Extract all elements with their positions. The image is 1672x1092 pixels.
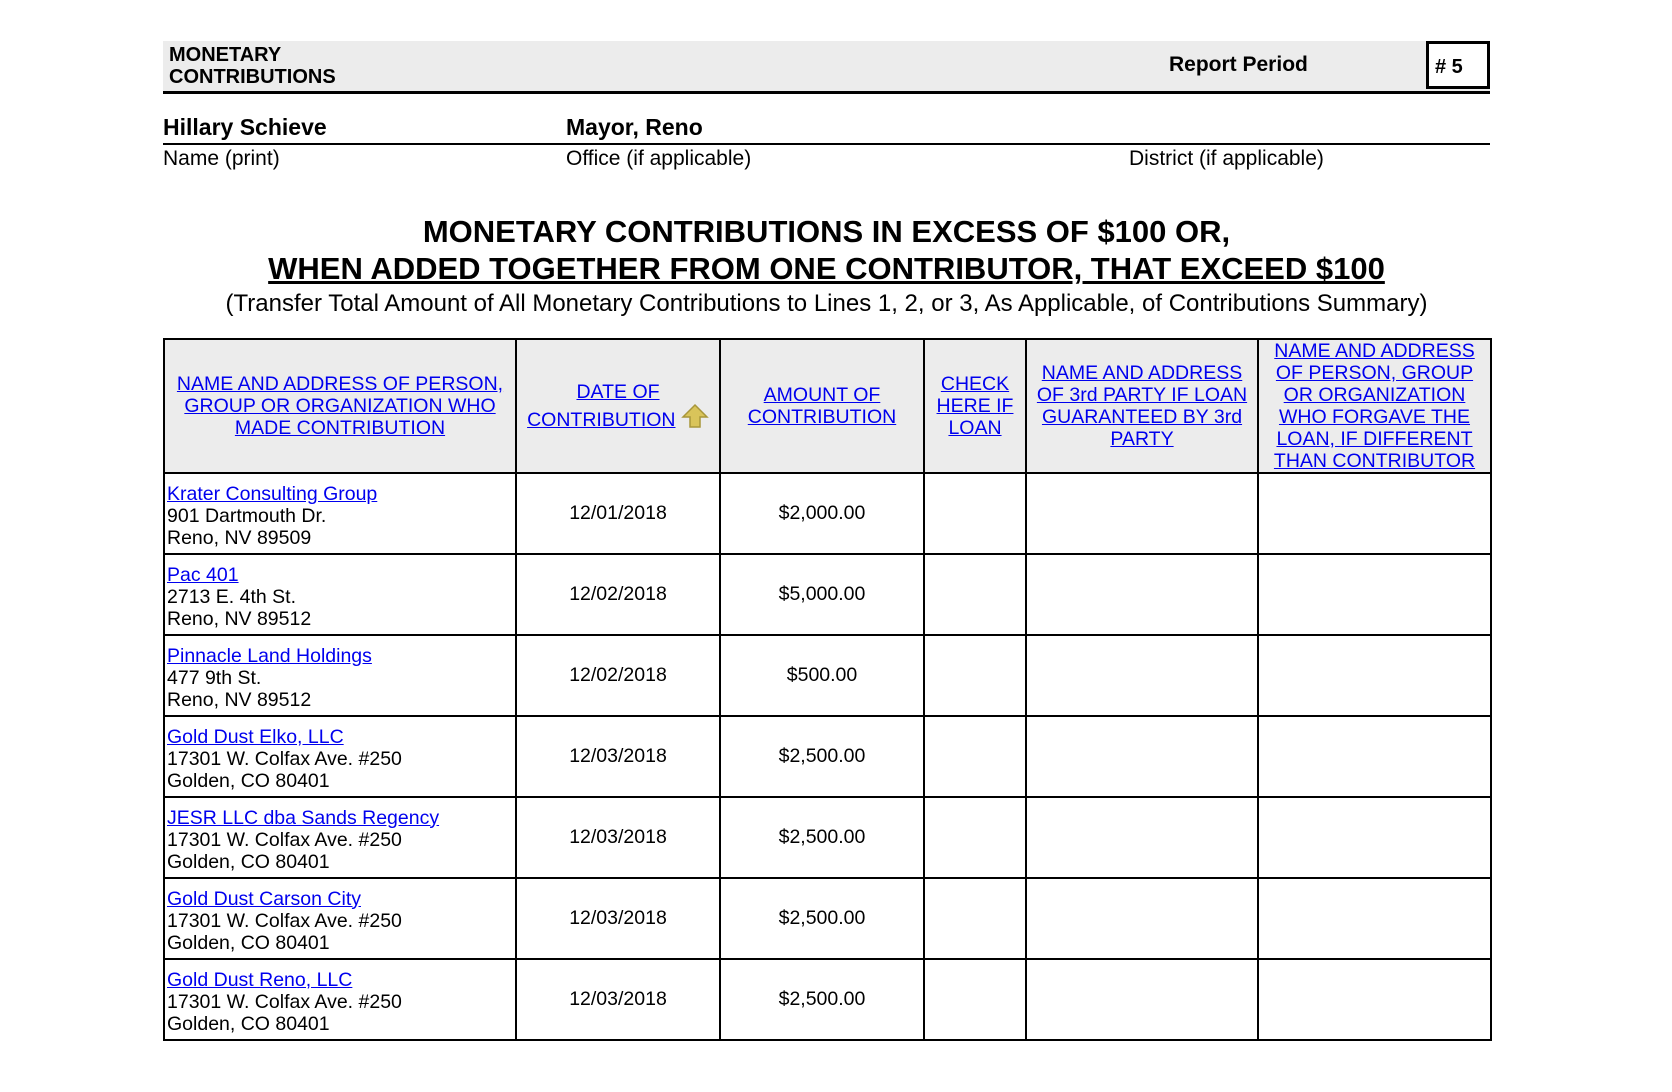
- section-heading: [163, 213, 1490, 321]
- guarantor-cell: [1026, 878, 1258, 959]
- report-header: [163, 41, 1490, 94]
- contributor-address-line2: Golden, CO 80401: [167, 850, 330, 873]
- forgiver-cell: [1258, 635, 1491, 716]
- report-title: [169, 44, 336, 88]
- contributor-cell: [164, 635, 516, 716]
- table-row: [164, 716, 1491, 797]
- column-header-guarantor: [1026, 339, 1258, 473]
- contributor-address-line1: 477 9th St.: [167, 666, 262, 689]
- contributor-cell: [164, 878, 516, 959]
- table-row: [164, 635, 1491, 716]
- table-row: [164, 797, 1491, 878]
- contributor-address-line1: 17301 W. Colfax Ave. #250: [167, 909, 402, 932]
- contribution-date: 12/02/2018: [516, 635, 720, 716]
- contributor-name-link[interactable]: JESR LLC dba Sands Regency: [167, 806, 440, 829]
- contribution-date: 12/02/2018: [516, 554, 720, 635]
- contributor-name-link[interactable]: Pac 401: [167, 563, 239, 586]
- guarantor-cell: [1026, 797, 1258, 878]
- contribution-amount: $2,500.00: [720, 797, 924, 878]
- sort-by-contributor-link[interactable]: NAME AND ADDRESS OF PERSON, GROUP OR ORGANIZATION WHO MADE CONTRIBUTION: [176, 373, 504, 439]
- contributor-address-line2: Reno, NV 89512: [167, 607, 312, 630]
- loan-check-cell: [924, 797, 1026, 878]
- contributor-address-line2: Golden, CO 80401: [167, 769, 330, 792]
- loan-check-cell: [924, 959, 1026, 1040]
- contributor-address-line2: Golden, CO 80401: [167, 1012, 330, 1035]
- column-header-contributor: [164, 339, 516, 473]
- column-header-loan: [924, 339, 1026, 473]
- contributor-address-line1: 17301 W. Colfax Ave. #250: [167, 747, 402, 770]
- contributor-address-line1: 17301 W. Colfax Ave. #250: [167, 828, 402, 851]
- contributor-cell: [164, 959, 516, 1040]
- contribution-amount: $2,500.00: [720, 878, 924, 959]
- contributor-name-link[interactable]: Gold Dust Reno, LLC: [167, 968, 353, 991]
- contributor-name-link[interactable]: Gold Dust Elko, LLC: [167, 725, 344, 748]
- forgiver-cell: [1258, 473, 1491, 554]
- contributor-name-link[interactable]: Pinnacle Land Holdings: [167, 644, 372, 667]
- district-label: District (if applicable): [1129, 147, 1324, 170]
- candidate-identity: [163, 114, 1490, 184]
- contribution-amount: $5,000.00: [720, 554, 924, 635]
- sort-by-amount-link[interactable]: AMOUNT OF CONTRIBUTION: [747, 384, 897, 428]
- contributor-cell: [164, 716, 516, 797]
- table-row: [164, 554, 1491, 635]
- report-number-box: # 5: [1426, 41, 1490, 89]
- sort-by-guarantor-link[interactable]: NAME AND ADDRESS OF 3rd PARTY IF LOAN GUARANTEED BY 3rd PARTY: [1036, 362, 1248, 450]
- table-row: [164, 959, 1491, 1040]
- contributor-address-line1: 901 Dartmouth Dr.: [167, 504, 327, 527]
- forgiver-cell: [1258, 959, 1491, 1040]
- contributor-address-line2: Reno, NV 89509: [167, 526, 312, 549]
- report-period-label: Report Period: [1169, 53, 1308, 76]
- guarantor-cell: [1026, 473, 1258, 554]
- column-header-forgiver: [1258, 339, 1491, 473]
- forgiver-cell: [1258, 878, 1491, 959]
- guarantor-cell: [1026, 959, 1258, 1040]
- loan-check-cell: [924, 716, 1026, 797]
- contributor-address-line1: 17301 W. Colfax Ave. #250: [167, 990, 402, 1013]
- table-row: [164, 878, 1491, 959]
- contribution-amount: $2,500.00: [720, 959, 924, 1040]
- contributor-address-line2: Golden, CO 80401: [167, 931, 330, 954]
- report-title-line2: CONTRIBUTIONS: [169, 66, 336, 88]
- forgiver-cell: [1258, 554, 1491, 635]
- contribution-date: 12/03/2018: [516, 878, 720, 959]
- name-label: Name (print): [163, 147, 280, 170]
- guarantor-cell: [1026, 716, 1258, 797]
- contributor-address-line2: Reno, NV 89512: [167, 688, 312, 711]
- contributor-name-link[interactable]: Gold Dust Carson City: [167, 887, 361, 910]
- table-row: [164, 473, 1491, 554]
- candidate-office: Mayor, Reno: [566, 114, 703, 140]
- contribution-date: 12/01/2018: [516, 473, 720, 554]
- loan-check-cell: [924, 473, 1026, 554]
- guarantor-cell: [1026, 635, 1258, 716]
- contributor-name-link[interactable]: Krater Consulting Group: [167, 482, 378, 505]
- contributor-cell: [164, 473, 516, 554]
- report-page: [163, 41, 1490, 1035]
- contributions-table: [163, 338, 1492, 1041]
- table-header-row: [164, 339, 1491, 473]
- forgiver-cell: [1258, 716, 1491, 797]
- sort-by-date-label: DATE OF CONTRIBUTION: [527, 381, 676, 431]
- contributor-address-line1: 2713 E. 4th St.: [167, 585, 297, 608]
- guarantor-cell: [1026, 554, 1258, 635]
- contributor-cell: [164, 797, 516, 878]
- forgiver-cell: [1258, 797, 1491, 878]
- sort-by-forgiver-link[interactable]: NAME AND ADDRESS OF PERSON, GROUP OR ORGANIZATION WHO FORGAVE THE LOAN, IF DIFFERENT THAN CONTRIBUTOR: [1273, 340, 1476, 472]
- contribution-date: 12/03/2018: [516, 716, 720, 797]
- heading-line1: MONETARY CONTRIBUTIONS IN EXCESS OF $100 OR,: [422, 214, 1231, 249]
- loan-check-cell: [924, 878, 1026, 959]
- column-header-amount: [720, 339, 924, 473]
- identity-divider: [163, 143, 1490, 145]
- candidate-name: Hillary Schieve: [163, 114, 327, 140]
- contributor-cell: [164, 554, 516, 635]
- loan-check-cell: [924, 554, 1026, 635]
- contribution-date: 12/03/2018: [516, 797, 720, 878]
- loan-check-cell: [924, 635, 1026, 716]
- heading-line2: WHEN ADDED TOGETHER FROM ONE CONTRIBUTOR, THAT EXCEED $100: [268, 251, 1385, 286]
- heading-subtitle: (Transfer Total Amount of All Monetary Contributions to Lines 1, 2, or 3, As Applicable, of Contributions Summary): [225, 290, 1428, 317]
- sort-up-arrow-icon[interactable]: [681, 403, 709, 429]
- sort-by-date-link[interactable]: [527, 381, 675, 431]
- report-title-line1: MONETARY: [169, 44, 282, 66]
- column-header-date: [516, 339, 720, 473]
- contribution-amount: $2,500.00: [720, 716, 924, 797]
- contribution-date: 12/03/2018: [516, 959, 720, 1040]
- sort-by-loan-link[interactable]: CHECK HERE IF LOAN: [936, 373, 1014, 439]
- contribution-amount: $500.00: [720, 635, 924, 716]
- office-label: Office (if applicable): [566, 147, 752, 170]
- contribution-amount: $2,000.00: [720, 473, 924, 554]
